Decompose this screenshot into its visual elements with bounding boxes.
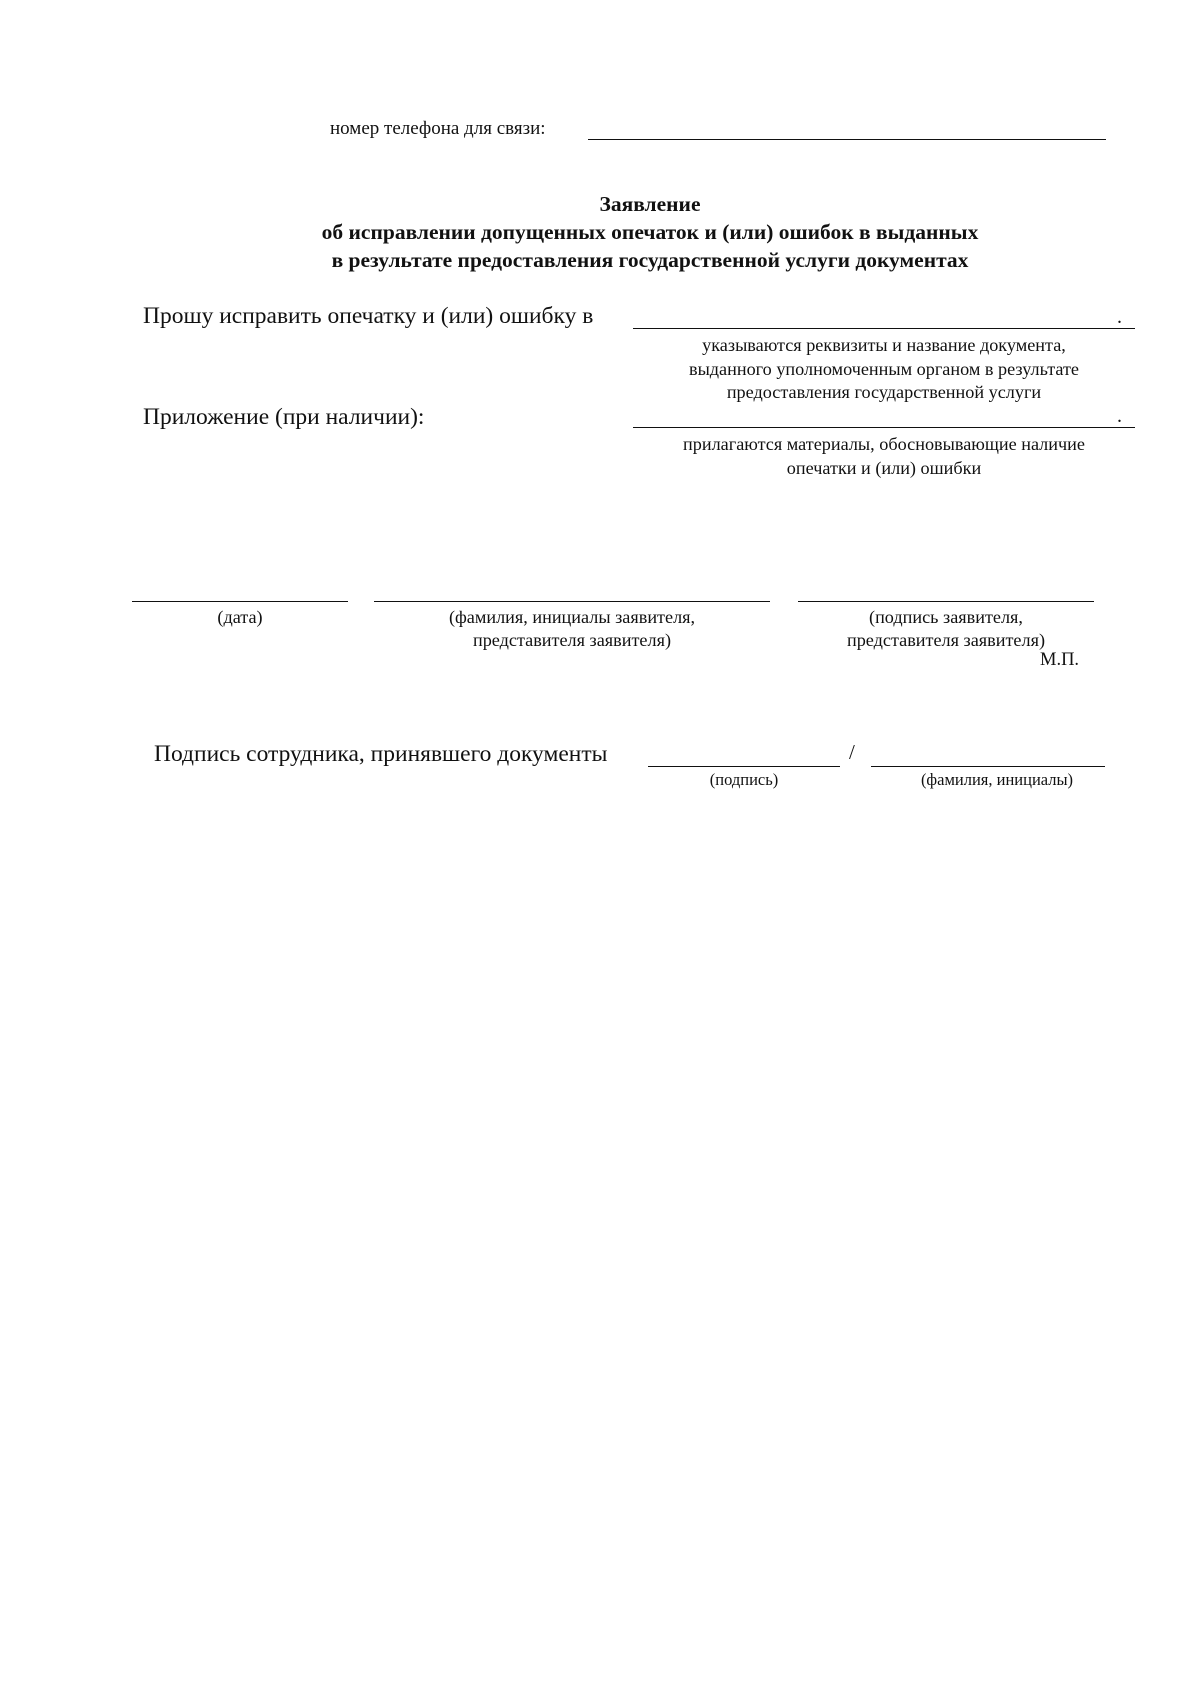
staff-signature-caption: (подпись) xyxy=(709,770,779,789)
request-document-line[interactable] xyxy=(633,328,1135,329)
date-line[interactable] xyxy=(132,601,348,602)
staff-signature-label: Подпись сотрудника, принявшего документы xyxy=(154,741,608,767)
applicant-signature-caption-line: представителя заявителя) xyxy=(846,630,1046,650)
date-caption-text: (дата) xyxy=(217,607,263,627)
applicant-signature-caption-line: (подпись заявителя, xyxy=(869,607,1023,627)
title-line-3: в результате предоставления государственной услуги документах xyxy=(331,248,969,272)
request-hint-line: предоставления государственной услуги xyxy=(726,382,1042,402)
attachment-hint-line: опечатки и (или) ошибки xyxy=(786,457,982,478)
staff-separator: / xyxy=(849,740,855,764)
request-hint-line: выданного уполномоченным органом в результате xyxy=(688,358,1080,379)
staff-signature-line[interactable] xyxy=(648,766,840,767)
attachment-label: Приложение (при наличии): xyxy=(143,404,425,430)
applicant-signature-caption xyxy=(798,606,1094,652)
applicant-name-line[interactable] xyxy=(374,601,770,602)
attachment-hint xyxy=(633,433,1135,480)
document-title xyxy=(100,190,1200,274)
stamp-place-label: М.П. xyxy=(1040,650,1080,670)
staff-name-caption: (фамилия, инициалы) xyxy=(920,770,1074,789)
attachment-hint-line: прилагаются материалы, обосновывающие наличие xyxy=(683,434,1085,454)
applicant-name-caption-line: представителя заявителя) xyxy=(472,630,672,650)
date-caption xyxy=(132,606,348,629)
applicant-name-caption-line: (фамилия, инициалы заявителя, xyxy=(448,607,696,627)
phone-label: номер телефона для связи: xyxy=(330,118,546,139)
request-end-mark: . xyxy=(1117,306,1122,328)
staff-name-line[interactable] xyxy=(871,766,1105,767)
title-line-2: об исправлении допущенных опечаток и (или) ошибок в выданных xyxy=(321,220,979,244)
applicant-signature-line[interactable] xyxy=(798,601,1094,602)
attachment-line[interactable] xyxy=(633,427,1135,428)
request-label: Прошу исправить опечатку и (или) ошибку в xyxy=(143,303,594,329)
title-line-1: Заявление xyxy=(599,192,701,216)
attachment-end-mark: . xyxy=(1117,405,1122,427)
applicant-name-caption xyxy=(374,606,770,652)
request-hint xyxy=(633,334,1135,405)
phone-input-line[interactable] xyxy=(588,139,1106,140)
request-hint-line: указываются реквизиты и название документа, xyxy=(702,335,1066,355)
